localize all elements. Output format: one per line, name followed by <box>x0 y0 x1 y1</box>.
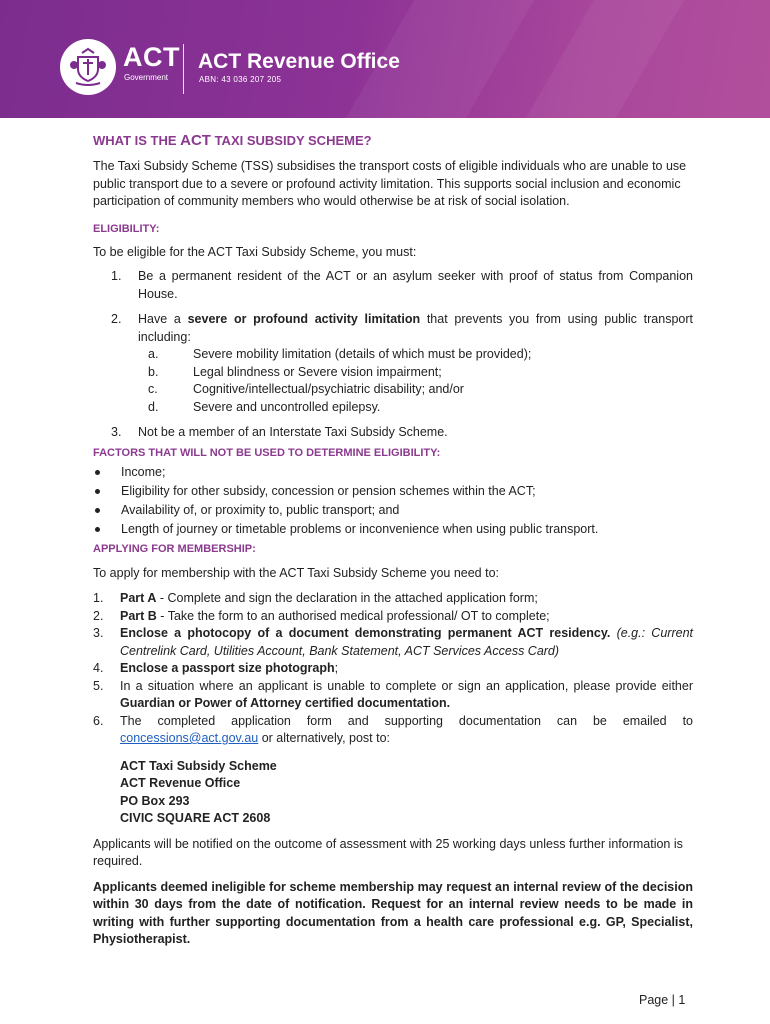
review-paragraph: Applicants deemed ineligible for scheme membership may request an internal review of the decision within 30 days from the date of notification. Request for an internal review needs to be made in writing with further supporting documentation from a health care professional e.g. GP, Specialist, Physiotherapist. <box>93 879 693 946</box>
address-line: ACT Revenue Office <box>120 776 241 790</box>
logo-divider <box>183 44 184 94</box>
office-title: ACT Revenue Office <box>198 50 400 73</box>
page-title <box>93 131 693 151</box>
act-logo-text: ACT <box>123 42 180 72</box>
list-item: 3. Enclose a photocopy of a document demonstrating permanent ACT residency. (e.g.: Current Centrelink Card, Utilities Account, Bank Statement, ACT Services Access Card) <box>93 626 693 658</box>
factors-heading: FACTORS THAT WILL NOT BE USED TO DETERMINE ELIGIBILITY: <box>93 446 441 459</box>
list-item: a. Severe mobility limitation (details of which must be provided); <box>148 347 532 361</box>
list-item: 4. Enclose a passport size photograph; <box>93 661 339 675</box>
list-item: 1. Part A - Complete and sign the declaration in the attached application form; <box>93 591 538 605</box>
list-item: 1. Be a permanent resident of the ACT or an asylum seeker with proof of status from Companion House. <box>111 269 693 301</box>
document-body <box>93 129 693 949</box>
address-line: CIVIC SQUARE ACT 2608 <box>120 811 271 825</box>
applying-list <box>93 590 693 748</box>
applying-heading: APPLYING FOR MEMBERSHIP: <box>93 542 256 555</box>
factors-list <box>93 463 693 539</box>
list-item: 6. The completed application form and supporting documentation can be emailed to concessions@act.gov.au or alternatively, post to: <box>93 713 693 745</box>
eligibility-list <box>93 268 693 442</box>
address-line: ACT Taxi Subsidy Scheme <box>120 758 277 773</box>
email-link[interactable]: concessions@act.gov.au <box>120 731 259 745</box>
applying-lead: To apply for membership with the ACT Taxi Subsidy Scheme you need to: <box>93 565 499 580</box>
address-line: PO Box 293 <box>120 793 190 808</box>
postal-address <box>120 758 693 828</box>
title-suffix: TAXI SUBSIDY SCHEME? <box>210 133 372 148</box>
list-item: Income; <box>93 463 693 482</box>
list-item: Eligibility for other subsidy, concession or pension schemes within the ACT; <box>93 482 693 501</box>
page-number: Page | 1 <box>639 993 686 1007</box>
intro-paragraph: The Taxi Subsidy Scheme (TSS) subsidises the transport costs of eligible individuals who are unable to use public transport due to a severe or profound activity limitation. This supports social inclusion and economic participation of community members who would otherwise be at risk of social isolation. <box>93 159 687 208</box>
notification-paragraph: Applicants will be notified on the outcome of assessment with 25 working days unless further information is required. <box>93 836 683 868</box>
list-item: Length of journey or timetable problems or inconvenience when using public transport. <box>93 520 693 539</box>
eligibility-lead: To be eligible for the ACT Taxi Subsidy Scheme, you must: <box>93 244 417 259</box>
abn-number: ABN: 43 036 207 205 <box>199 75 282 84</box>
title-act: ACT <box>180 132 211 149</box>
header-banner <box>0 0 770 118</box>
government-label: Government <box>124 73 169 82</box>
list-item: Availability of, or proximity to, public transport; and <box>93 501 693 520</box>
list-item: d. Severe and uncontrolled epilepsy. <box>148 399 381 414</box>
list-item: 3. Not be a member of an Interstate Taxi Subsidy Scheme. <box>111 425 448 439</box>
eligibility-heading: ELIGIBILITY: <box>93 222 160 235</box>
act-crest-icon <box>60 39 116 95</box>
list-item: c. Cognitive/intellectual/psychiatric disability; and/or <box>148 382 464 396</box>
list-item: 2. Have a severe or profound activity limitation that prevents you from using public transport including: a. Severe mobility limitation (details of which must be provided); b. Legal blindness or Severe vision impairment; c. Cognitive/intellectual/psychiatric disability; and/or d. Severe and uncontrolled epilepsy. <box>93 311 693 416</box>
title-prefix: WHAT IS THE <box>93 133 181 148</box>
limitation-sublist <box>138 346 693 416</box>
list-item: b. Legal blindness or Severe vision impairment; <box>148 364 442 379</box>
list-item: 5. In a situation where an applicant is unable to complete or sign an application, please provide either Guardian or Power of Attorney certified documentation. <box>93 678 693 710</box>
list-item: 2. Part B - Take the form to an authorised medical professional/ OT to complete; <box>93 608 550 623</box>
